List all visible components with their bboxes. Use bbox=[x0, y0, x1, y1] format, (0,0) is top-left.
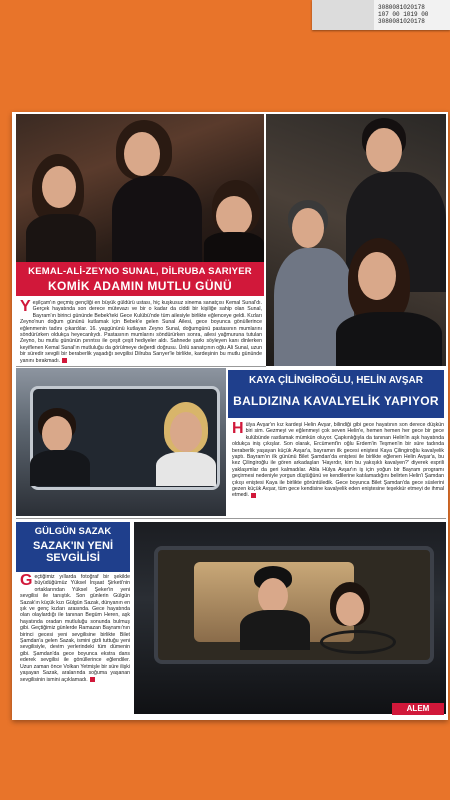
end-mark-icon bbox=[90, 677, 95, 682]
story3-body-text: eçtiğimiz yıllarda fotoğraf bir şekilde büyüdüğümüz Yüksel İnşaat Şirketi'nin ortaklarından Yüksel Şeker'in yeni sevgilisi ile tanıştık. Son günlerin Gülgün Sazak'ın küçük kızı Gülgün Sazak, dünyanın en şık ve genç kızları arasında. Gece hayatında olan olaylardığı ile tanınan Begüm Heren, aşk hayatında oradan mutluluğu sonunda bulmuş gibi. Geçtiğimiz günlerde Ramazan Bayramı'nın birinci gecesi yeni sevgilisine birlikte Bilet Şamdan'a gelen Sazak, ismini gizli tuttuğu yeni sevgilisiyle, devim yerlerindeki tüm dümenin gibi. Şamdan'da gece boyunca ekstra dans ederek sevgilisi ile gönüllerince eğlendiler. Uzun zaman önce Volkan Yetmişle bir süre ilişki yaşayan Sazak, aralarında soğuma yaşanan sevgilisinin ismini açıklamadı. bbox=[20, 574, 130, 683]
car-photo-1 bbox=[16, 368, 226, 516]
brand-logo: ALEM bbox=[392, 703, 444, 715]
car-photo-2 bbox=[134, 522, 446, 714]
story1-body-text: eşilçam'ın geçmiş gençliği en büyük güldürü ustası, hiç kuşkusuz sinema sanatçısı Kemal Sunal'dı. Gerçek hayatında son derece mütevazı ve bir o kadar da ciddi bir kişiliğe sahip olan Sunal, Bayram'ın birinci gününde Bebek'teki Gece Kulübü'nde tüm ailesiyle birlikte eğlenceye geldi. Kızları Zeyno'nun doğum gününü kutlamak için Bebek'e gelen Sunal Ailesi, gece boyunca gönüllerince eğlenmenin tadını çıkardılar. 16. yaşgününü kutlayan Zeyno Sunal, doğumgünü pastasının mumlarını söndürürken oldukça heyecanlıydı. Pastasının mumlarını söndürürken sonra, ailesi yağmuruna tutulan Zeyno, bu mutlu gününün pırıntısı ile çeşit çeşit hediyeler aldı. Sahnede şarkı söyleyen kanı dinlerken keyiflenen Kemal Sunal'ın mutluluğu da görülmeye değerdi doğrusu. Ünlü sanatçının oğlu Ali Sunal, uzun bir süredir sevgili bir beraberlik yaşadığı sevgilisi Dilruba Sarıyer'le birlikte, kardeşinin bu mutlu gününde yanını bırakmadı. bbox=[20, 300, 262, 364]
story2-headline-main: BALDIZINA KAVALYELİK YAPIYOR bbox=[233, 394, 439, 408]
story2-dropcap: H bbox=[232, 422, 244, 437]
divider bbox=[16, 518, 446, 519]
sticker-blank bbox=[312, 0, 374, 30]
couple-photo bbox=[266, 114, 446, 366]
story2-body-text: ülya Avşar'ın kız kardeşi Helin Avşar, bilindiği gibi gece hayatının son derece düşkün biri sim. Gezmeyi ve eğlenmeyi çok seven Helin'e, hemen hemen her gece bir gece kulübünde rastlamak mümkün oluyor. Çapkınlığıyla da tanınan Helin'in aşk hayatında oldukça iniş çıkışlar. Son olarak, Ercüment'in oğlu Erdem'in Teşmen'in bir süre tadında beraberlik yaşayan küçük Avşar'a, bayramın ilk gecesi eniştesi Kaya Çilingiroğlu kavalyelik yaptı. Bayram'ın ilk gününü Bilet Şamdan'da eniştesi ile birlikte eğlenen Helin Avşar'a, bu kez Çilingiroğlu ile gören arkadaşları 'Hayırdır, kim bu yakışıklı kavalyen?' diyerek esprili yaklaşımlar da geri kalmadılar. Abla Hülya Avşar'ın iş için yoğun bir Bayram programı geçirmesi nedeniyle yorgun düştüğünü ve kendilerine katılamadığını belirten Helin'i Şamdan çıkışı eniştesi Kaya ile birlikte görüntüledik. Gece boyunca Bilet Şamdan'da gece süslerini gezen küçük Avşar, tüm gece kendisine kavalyelik eden eniştesine teşekkür etmeyi de ihmal etmedi. bbox=[232, 422, 444, 499]
story3-headline bbox=[16, 522, 130, 572]
story2-body bbox=[232, 422, 444, 514]
story3-dropcap: G bbox=[20, 574, 33, 589]
story1-headline-top: KEMAL-ALİ-ZEYNO SUNAL, DİLRUBA SARIYER bbox=[28, 266, 252, 277]
story1-dropcap: Y bbox=[20, 300, 31, 315]
story1-headline-main: KOMİK ADAMIN MUTLU GÜNÜ bbox=[47, 279, 233, 293]
magazine-page bbox=[12, 112, 448, 720]
story3-headline-main: SAZAK'IN YENİ SEVGİLİSİ bbox=[32, 540, 114, 564]
story3-headline-top: GÜLGÜN SAZAK bbox=[34, 526, 112, 537]
story1-headline bbox=[16, 262, 264, 296]
story2-headline bbox=[228, 370, 444, 418]
barcode-text: 3080081020178 107 00 1019 00 3080081020178 bbox=[378, 4, 429, 25]
end-mark-icon bbox=[62, 358, 67, 363]
price-sticker bbox=[312, 0, 450, 30]
story1-body bbox=[20, 300, 262, 364]
end-mark-icon bbox=[251, 493, 256, 498]
party-photo bbox=[16, 114, 264, 262]
divider bbox=[16, 366, 266, 367]
story2-headline-top: KAYA ÇİLİNGİROĞLU, HELİN AVŞAR bbox=[249, 375, 423, 386]
story3-body bbox=[20, 574, 130, 714]
